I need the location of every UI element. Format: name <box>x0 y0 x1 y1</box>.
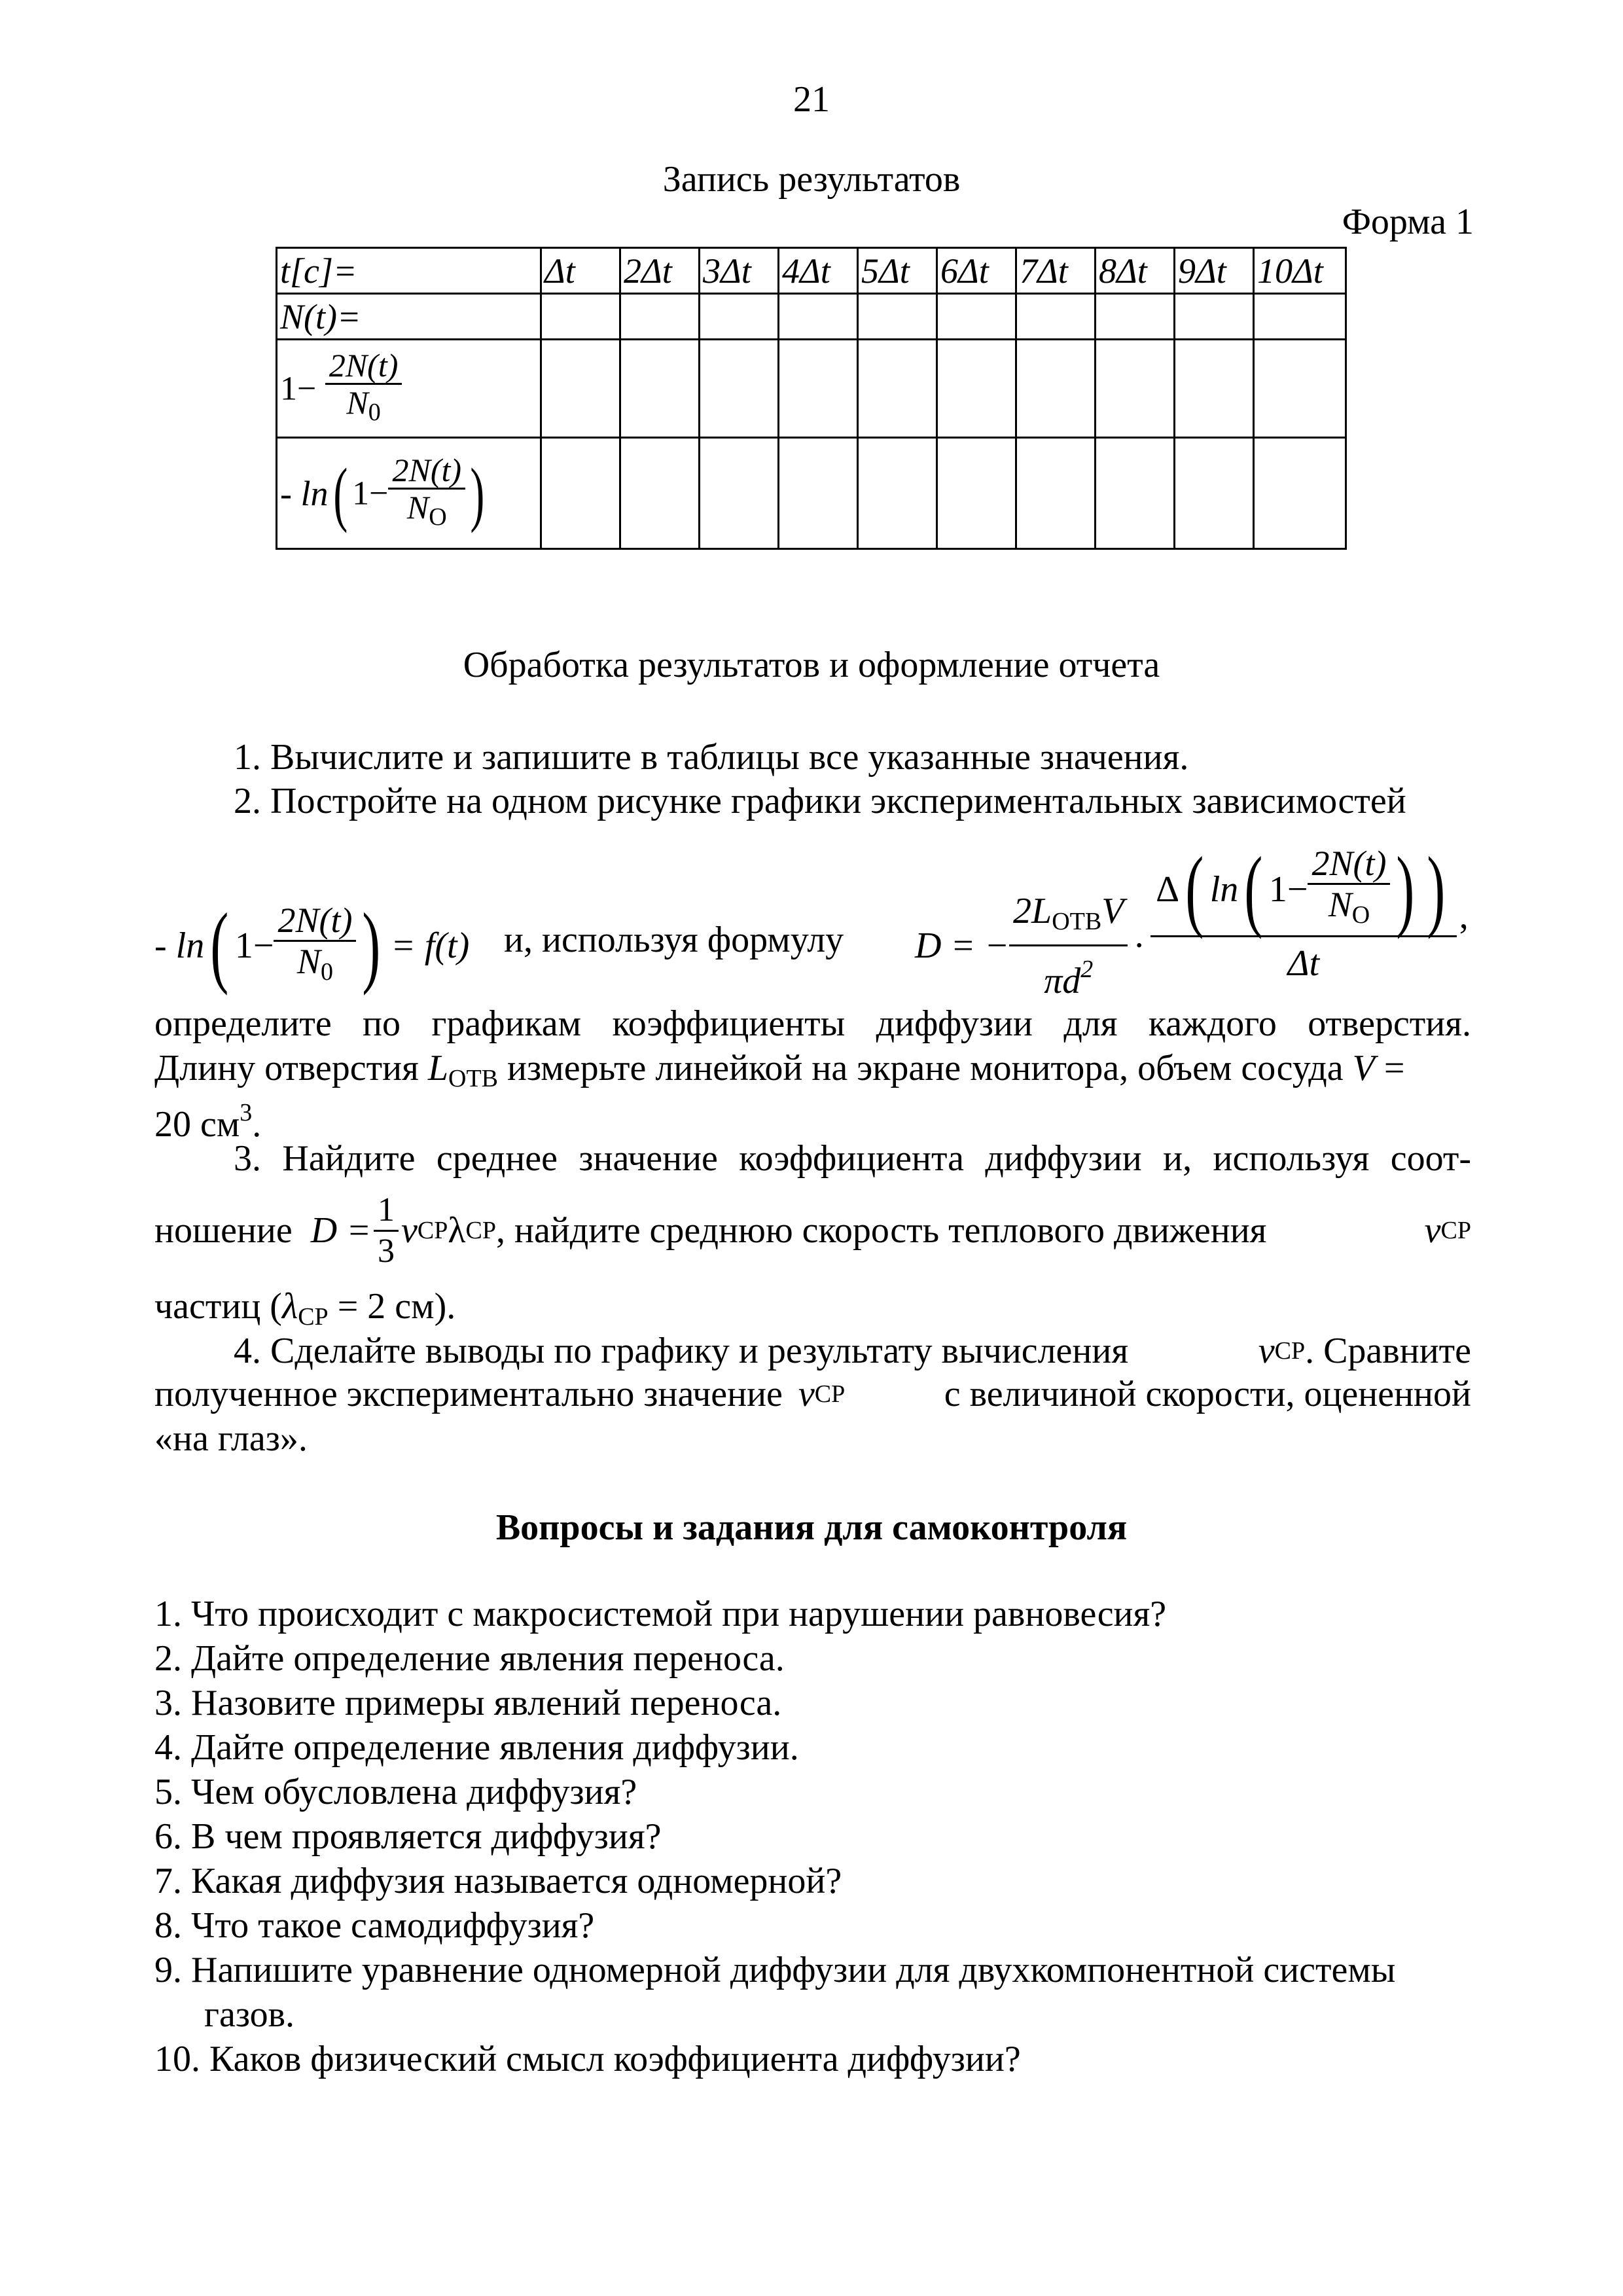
header-cell: 3Δt <box>700 248 779 294</box>
list-item: 1. Что происходит с макросистемой при нарушении равновесия? <box>154 1594 1167 1634</box>
table-cell <box>1175 438 1254 549</box>
header-cell: 6Δt <box>937 248 1016 294</box>
table-cell <box>1096 340 1175 438</box>
list-item: 2. Дайте определение явления переноса. <box>154 1638 785 1679</box>
table-cell <box>1175 340 1254 438</box>
step-1: 1. Вычислите и запишите в таблицы все указанные значения. <box>234 737 1189 778</box>
table-cell <box>620 294 700 340</box>
row-label-t: t[c]= <box>277 248 541 294</box>
list-item: 8. Что такое самодиффузия? <box>154 1905 595 1946</box>
list-item: 4. Дайте определение явления диффузии. <box>154 1727 799 1768</box>
table-cell <box>1254 294 1346 340</box>
step-2-formula-D: D = − $\frac{2L_{ОТВ}V}{\pi d^2}$ · Δ ( ln ( 1− $\frac{2N(t)}{N_O}$ ) ) Δt , <box>915 838 1469 1001</box>
table-cell <box>1254 438 1346 549</box>
step-4-line-3: «на глаз». <box>154 1418 308 1459</box>
header-cell: 9Δt <box>1175 248 1254 294</box>
list-item: 7. Какая диффузия называется одномерной? <box>154 1861 842 1901</box>
step-4-line-1: 4. Сделайте выводы по графику и результату вычисления v CP . Сравните <box>234 1331 1471 1371</box>
form-label: Форма 1 <box>1342 202 1474 242</box>
processing-title: Обработка результатов и оформление отчета <box>463 645 1160 685</box>
table-cell <box>541 438 620 549</box>
table-cell <box>700 294 779 340</box>
step-2-line-4: Длину отверстия $L_{ОТВ}$ измерьте линейкой на экране монитора, объем сосуда V = <box>154 1048 1405 1092</box>
table-row <box>277 340 1346 438</box>
table-cell <box>700 438 779 549</box>
step-2-formula-left: - ln ( 1− $\frac{2N(t)}{N_0}$ ) = f(t) <box>154 895 470 996</box>
table-cell <box>620 340 700 438</box>
row-label-n: N(t)= <box>277 294 541 340</box>
table-cell <box>779 438 858 549</box>
header-cell: 7Δt <box>1016 248 1096 294</box>
table-cell <box>858 294 937 340</box>
table-cell <box>1016 340 1096 438</box>
table-row <box>277 248 1346 294</box>
table-cell <box>1254 340 1346 438</box>
list-item: 3. Назовите примеры явлений переноса. <box>154 1683 782 1723</box>
table-cell <box>1175 294 1254 340</box>
table-cell <box>937 438 1016 549</box>
table-cell <box>858 340 937 438</box>
step-2: 2. Постройте на одном рисунке графики экспериментальных зависимостей <box>234 781 1406 821</box>
table-cell <box>1016 294 1096 340</box>
header-cell: Δt <box>541 248 620 294</box>
table-cell <box>1096 438 1175 549</box>
table-cell <box>541 340 620 438</box>
step-3-line-1: 3. Найдите среднее значение коэффициента диффузии и, используя соот- <box>234 1138 1471 1179</box>
table-cell <box>937 294 1016 340</box>
row-label-ln: - ln( 1− $\frac{2N(t)}{N_O}$ ) <box>277 438 541 549</box>
header-cell: 5Δt <box>858 248 937 294</box>
step-3-line-3: частиц ($\lambda_{СР} = 2$ см). <box>154 1286 456 1331</box>
step-2-line-3: определите по графикам коэффициенты диффузии для каждого отверстия. <box>154 1003 1471 1044</box>
table-cell <box>858 438 937 549</box>
section-title: Запись результатов <box>662 159 961 200</box>
list-item: 10. Каков физический смысл коэффициента диффузии? <box>154 2039 1021 2079</box>
row-label-fraction: 1− $\frac{2N(t)}{N_0}$ <box>277 340 541 438</box>
header-cell: 8Δt <box>1096 248 1175 294</box>
table-cell <box>779 340 858 438</box>
header-cell: 4Δt <box>779 248 858 294</box>
list-item: газов. <box>204 1994 295 2035</box>
page-number: 21 <box>793 79 830 120</box>
header-cell: 10Δt <box>1254 248 1346 294</box>
table-cell <box>937 340 1016 438</box>
header-cell: 2Δt <box>620 248 700 294</box>
list-item: 9. Напишите уравнение одномерной диффузии для двухкомпонентной системы <box>154 1950 1396 1990</box>
step-4-line-2: полученное экспериментально значение v CP с величиной скорости, оцененной <box>154 1374 1471 1414</box>
step-3-line-2: ношение D = $\frac{1}{3}$ v CP λ CP , найдите среднюю скорость теплового движения v CP <box>154 1191 1471 1270</box>
table-cell <box>1016 438 1096 549</box>
table-cell <box>1096 294 1175 340</box>
questions-title: Вопросы и задания для самоконтроля <box>495 1507 1128 1548</box>
list-item: 6. В чем проявляется диффузия? <box>154 1816 662 1857</box>
table-row <box>277 438 1346 549</box>
table-cell <box>779 294 858 340</box>
table-cell <box>620 438 700 549</box>
table-cell <box>541 294 620 340</box>
table-row <box>277 294 1346 340</box>
step-2-line-5: 20 $см^3$. <box>154 1099 262 1145</box>
step-2-mid: и, используя формулу <box>504 920 844 960</box>
table-cell <box>700 340 779 438</box>
list-item: 5. Чем обусловлена диффузия? <box>154 1772 637 1812</box>
results-table <box>276 247 1347 550</box>
